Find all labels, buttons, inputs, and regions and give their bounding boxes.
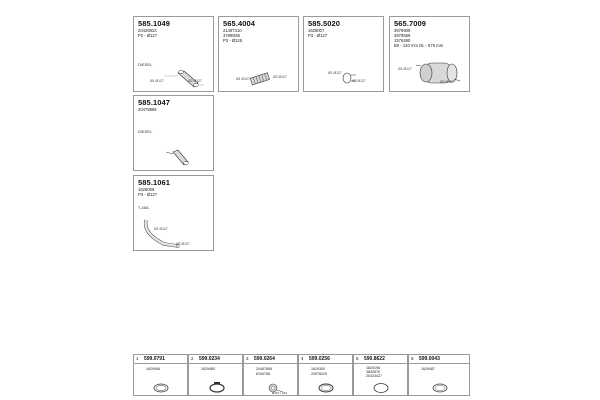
diameter-callout: Ø2 Ø127 (440, 80, 454, 84)
ref-number: 3789D65 (223, 33, 240, 38)
clamp-icon (429, 381, 451, 395)
accessory-6[interactable] (408, 354, 470, 396)
accessory-4[interactable] (298, 354, 353, 396)
accessory-2[interactable] (188, 354, 243, 396)
accessory-index: 5 (356, 356, 359, 361)
part-code: 585.1049 (138, 19, 171, 28)
ref-number: 1629300 (311, 367, 325, 371)
engine-note: T-45A (138, 205, 149, 210)
clamp-icon (336, 67, 360, 87)
ref-number: P2 - Ø127 (138, 33, 158, 38)
ref-number: 1576490 (394, 38, 411, 43)
ref-number: 1629487 (421, 367, 435, 371)
accessory-index: 3 (246, 356, 249, 361)
accessory-code: 599.0234 (199, 356, 220, 362)
ref-number: 3979559 (394, 33, 411, 38)
diameter-callout: Ø1 Ø127 (398, 67, 412, 71)
accessory-code: 590.8622 (364, 356, 385, 362)
diameter-callout: Ø2 Ø127 (188, 79, 202, 83)
part-card-3[interactable] (303, 16, 384, 92)
part-card-5[interactable] (133, 95, 214, 171)
accessory-code: 599.0264 (254, 356, 275, 362)
accessory-3[interactable] (243, 354, 298, 396)
ref-number: 20578229 (311, 372, 327, 376)
diameter-callout: Ø1 Ø127 (154, 227, 168, 231)
engine-note: DIESEL (138, 129, 153, 134)
ref-number: 1629480 (201, 367, 215, 371)
muffler-icon (414, 53, 464, 89)
part-card-2[interactable] (218, 16, 299, 92)
accessory-1[interactable] (133, 354, 188, 396)
engine-note: DIESEL (138, 62, 153, 67)
part-code: 585.1047 (138, 98, 171, 107)
ref-number: P3 - Ø127 (308, 33, 328, 38)
part-card-4[interactable] (389, 16, 470, 92)
diameter-callout: Ø2 Ø127 (273, 75, 287, 79)
accessory-index: 6 (411, 356, 414, 361)
ref-number: 1629908 (146, 367, 160, 371)
accessory-header (409, 355, 469, 364)
part-code: 565.4004 (223, 19, 256, 28)
ref-number: 1820196 (366, 366, 380, 370)
ref-number: 20478885 (138, 107, 157, 112)
part-card-6[interactable] (133, 175, 214, 251)
accessory-header (354, 355, 407, 364)
accessory-index: 4 (301, 356, 304, 361)
ref-number: 21497410 (223, 28, 242, 33)
pipe-part-icon (164, 67, 209, 91)
diameter-callout: Ø1 Ø127 (150, 79, 164, 83)
diameter-callout: Ø2 Ø127 (352, 79, 366, 83)
accessory-header (299, 355, 352, 364)
accessory-index: 2 (191, 356, 194, 361)
diameter-callout: Ø2 Ø127 (176, 242, 190, 246)
accessory-index: 1 (136, 356, 139, 361)
dimension-note: B0 - 140 mm DL - 575 mm (394, 43, 444, 48)
accessory-code: 599.0791 (144, 356, 165, 362)
diameter-callout: Ø1 Ø127 (328, 71, 342, 75)
ref-number: 1629009 (138, 187, 155, 192)
ref-number: 20467806 (256, 367, 272, 371)
accessory-header (244, 355, 297, 364)
gasket-icon (151, 381, 171, 395)
part-card-1[interactable] (133, 16, 214, 92)
ref-number: 20426923 (138, 28, 157, 33)
ref-number: 20423427 (366, 374, 382, 378)
diameter-callout: Ø127 / 100 (272, 391, 287, 395)
ref-number: P3 - Ø125 (223, 38, 243, 43)
accessory-code: 599.0043 (419, 356, 440, 362)
part-code: 565.7009 (394, 19, 427, 28)
diameter-callout: Ø1 Ø127 (236, 77, 250, 81)
part-code: 585.1061 (138, 178, 171, 187)
ref-number: P3 - Ø127 (138, 192, 158, 197)
ref-number: 1628007 (308, 28, 325, 33)
v-clamp-icon (315, 381, 337, 395)
ref-number: 3979909 (394, 28, 411, 33)
ref-number: 3842876 (366, 370, 380, 374)
accessory-5[interactable] (353, 354, 408, 396)
v-clamp-icon (206, 380, 228, 396)
accessory-header (189, 355, 242, 364)
accessory-code: 599.0256 (309, 356, 330, 362)
accessory-header (134, 355, 187, 364)
part-code: 585.5020 (308, 19, 341, 28)
ref-number: 8194756 (256, 372, 270, 376)
pipe-part-icon (164, 146, 194, 170)
gasket-icon (370, 381, 392, 395)
